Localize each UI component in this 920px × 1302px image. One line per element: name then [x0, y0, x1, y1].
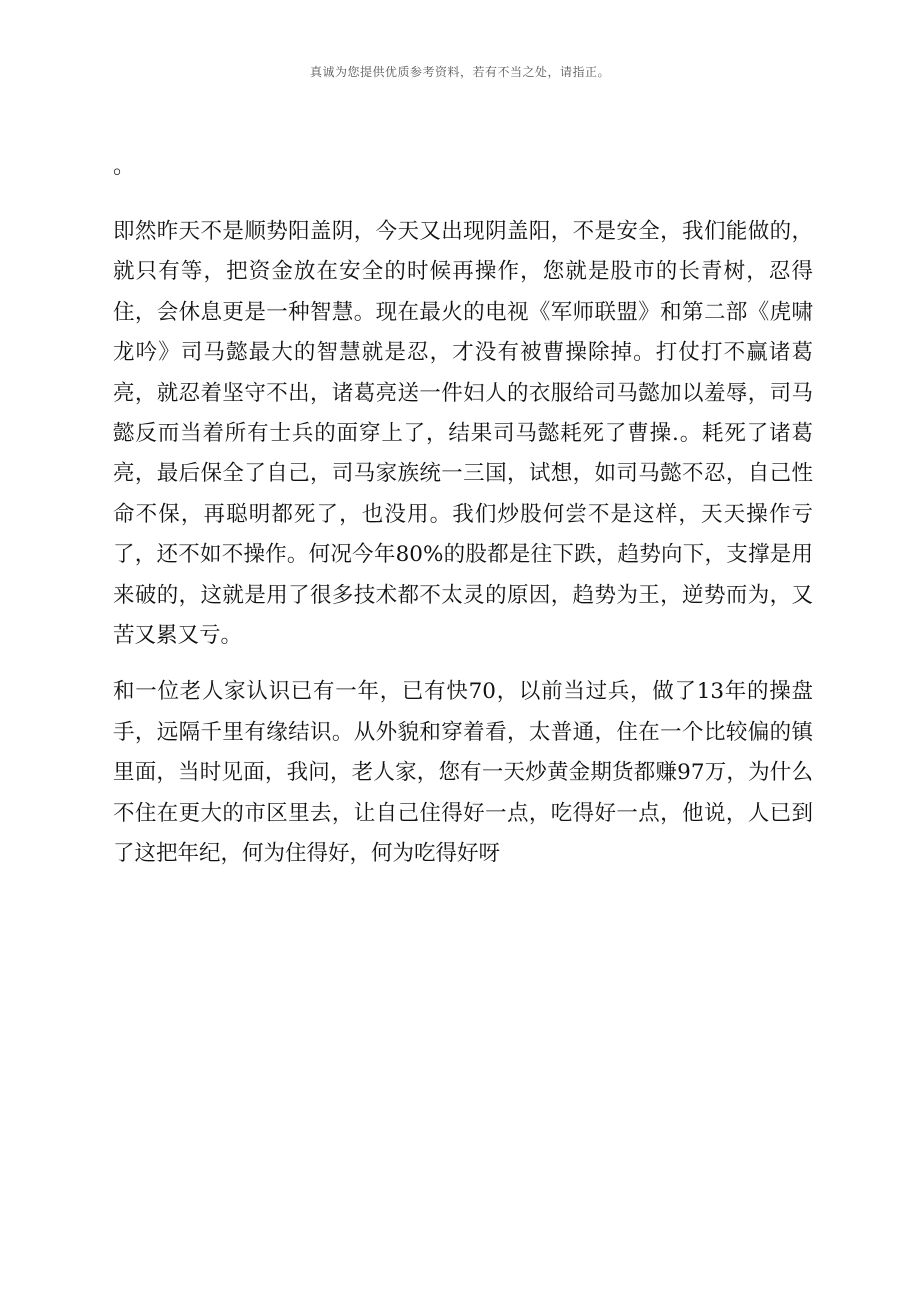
leading-punctuation: 。 [113, 154, 136, 179]
paragraph-2: 和一位老人家认识已有一年，已有快70，以前当过兵，做了13年的操盘手，远隔千里有缘结识。从外貌和穿着看，太普通，住在一个比较偏的镇里面，当时见面，我问，老人家，您有一天炒黄金期货都赚97万，为什么不住在更大的市区里去，让自己住得好一点，吃得好一点，他说，人已到了这把年纪，何为住得好，何为吃得好呀 [113, 679, 813, 867]
page-header-note: 真诚为您提供优质参考资料，若有不当之处，请指正。 [309, 65, 610, 79]
document-body [113, 212, 813, 889]
paragraph-1: 即然昨天不是顺势阳盖阴，今天又出现阴盖阳，不是安全，我们能做的，就只有等，把资金放在安全的时候再操作，您就是股市的长青树，忍得住，会休息更是一种智慧。现在最火的电视《军师联盟》和第二部《虎啸龙吟》司马懿最大的智慧就是忍，才没有被曹操除掉。打仗打不赢诸葛亮，就忍着坚守不出，诸葛亮送一件妇人的衣服给司马懿加以羞辱，司马懿反而当着所有士兵的面穿上了，结果司马懿耗死了曹操.。耗死了诸葛亮，最后保全了自己，司马家族统一三国，试想，如司马懿不忍，自己性命不保，再聪明都死了，也没用。我们炒股何尝不是这样，天天操作亏了，还不如不操作。何况今年80%的股都是往下跌，趋势向下，支撑是用来破的，这就是用了很多技术都不太灵的原因，趋势为王，逆势而为，又苦又累又亏。 [113, 219, 813, 649]
